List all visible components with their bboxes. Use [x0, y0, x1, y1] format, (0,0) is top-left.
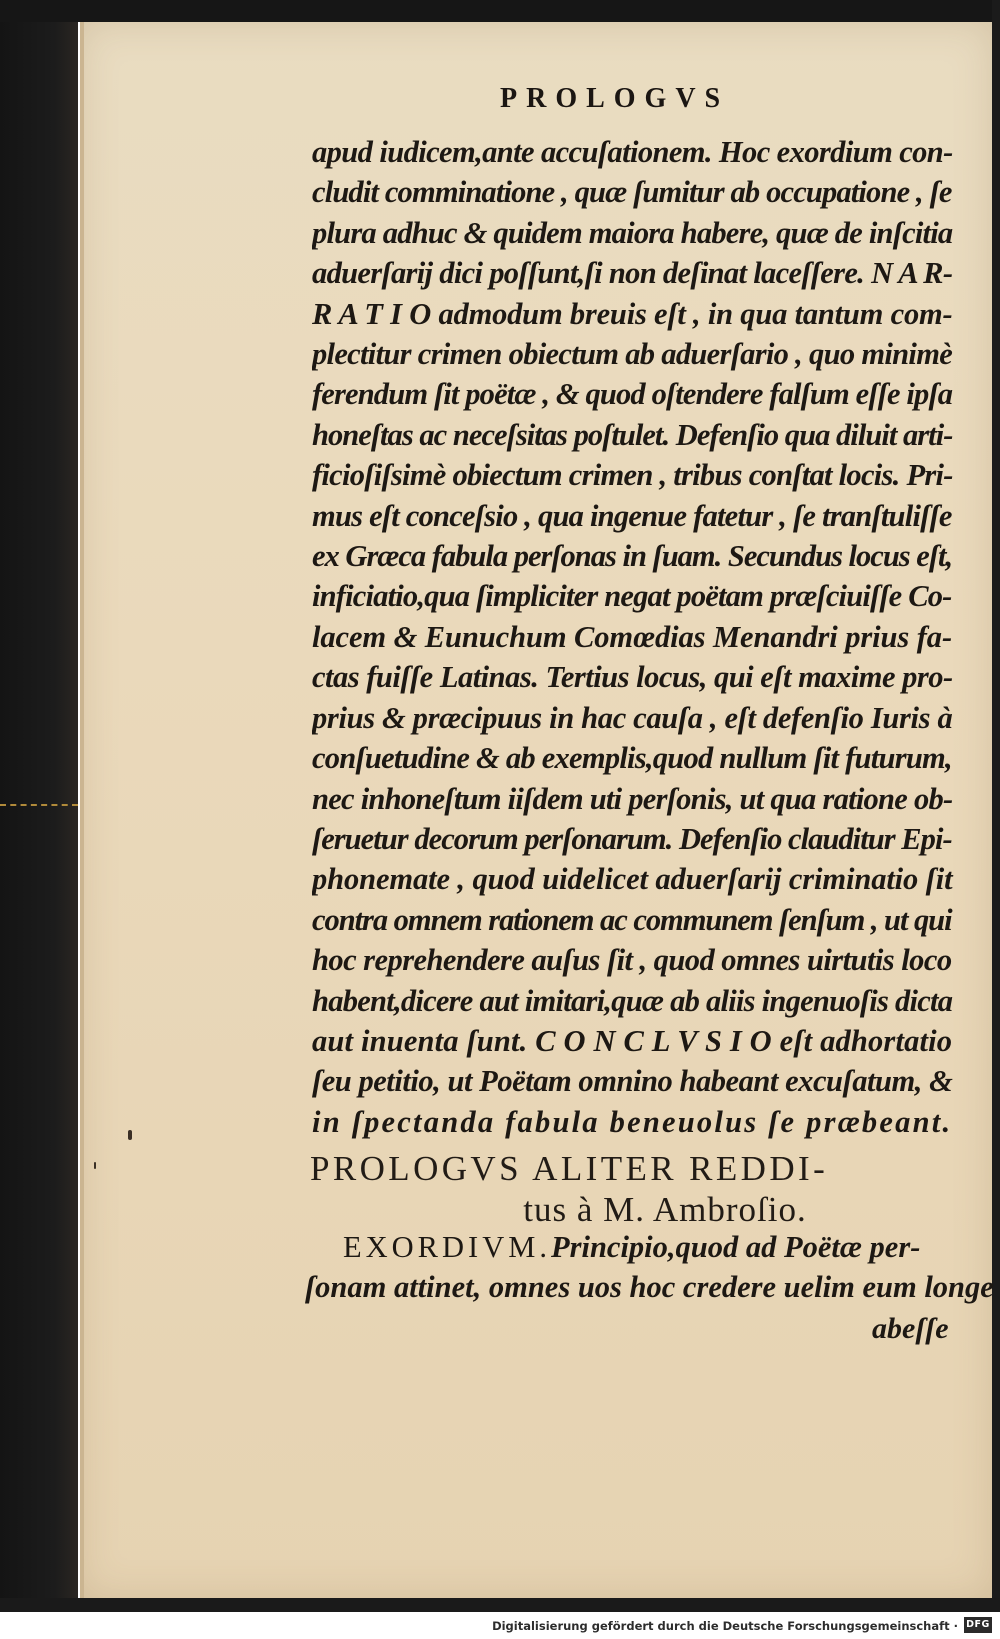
- text-line: R A T I O admodum breuis eſt , in qua tantum com-: [312, 296, 953, 331]
- exordium-label: EXORDIVM.: [343, 1230, 551, 1264]
- section-heading: [310, 1148, 1000, 1230]
- heading-line-1: PROLOGVS ALITER REDDI-: [310, 1149, 829, 1188]
- scan-top-border: [0, 0, 1000, 22]
- catchword: abeſſe: [872, 1312, 949, 1345]
- text-line: phonemate , quod uidelicet aduerſarij criminatio ſit: [312, 862, 953, 897]
- text-line: mus eſt conceſsio , qua ingenue fatetur , ſe tranſtuliſſe: [312, 498, 952, 533]
- text-line: inficiatio,qua ſimpliciter negat poëtam præſciuiſſe Co-: [312, 579, 952, 614]
- text-line: nec inhoneſtum iiſdem uti perſonis, ut qua ratione ob-: [312, 781, 953, 816]
- exordium-line-1: [305, 1227, 995, 1267]
- ink-speck: [94, 1162, 96, 1169]
- exordium-line-1-text: Principio,quod ad Poëtæ per-: [550, 1230, 921, 1264]
- text-line: plura adhuc & quidem maiora habere, quæ de inſcitia: [312, 215, 953, 250]
- text-line: apud iudicem,ante accuſationem. Hoc exordium con-: [312, 135, 953, 169]
- text-line: contra omnem rationem ac communem ſenſum , ut qui: [312, 902, 952, 937]
- scan-bottom-border: [0, 1598, 1000, 1612]
- text-line: honeſtas ac neceſsitas poſtulet. Defenſio qua diluit arti-: [312, 417, 953, 452]
- exordium-paragraph: [305, 1227, 995, 1307]
- exordium-line-2: ſonam attinet, omnes uos hoc credere uelim eum longe: [305, 1270, 994, 1304]
- fold-marker: [0, 804, 78, 806]
- text-line: aut inuenta ſunt. C O N C L V S I O eſt adhortatio: [312, 1023, 953, 1058]
- heading-line-2: tus à M. Ambroſio.: [523, 1190, 807, 1229]
- text-line: plectitur crimen obiectum ab aduerſario , quo minimè: [312, 337, 953, 372]
- running-head: PROLOGVS: [500, 83, 730, 114]
- text-line: prius & præcipuus in hac cauſa , eſt defenſio Iuris à: [312, 700, 953, 735]
- text-line: ſeu petitio, ut Poëtam omnino habeant excuſatum, &: [312, 1064, 953, 1099]
- text-line: ctas fuiſſe Latinas. Tertius locus, qui eſt maxime pro-: [312, 660, 953, 695]
- text-line: ficioſiſsimè obiectum crimen , tribus conſtat locis. Pri-: [312, 458, 953, 493]
- text-line: hoc reprehendere auſus ſit , quod omnes uirtutis loco: [312, 943, 952, 978]
- funding-note: Digitalisierung gefördert durch die Deutsche Forschungsgemeinschaft ·: [492, 1619, 958, 1633]
- dfg-logo: DFG: [964, 1617, 992, 1633]
- text-line: aduerſarij dici poſſunt,ſi non deſinat laceſſere. N A R-: [312, 256, 953, 291]
- text-line: ferendum ſit poëtæ , & quod oſtendere falſum eſſe ipſa: [312, 377, 953, 412]
- ink-speck: [128, 1130, 132, 1140]
- text-line: conſuetudine & ab exemplis,quod nullum ſit futurum,: [312, 741, 952, 776]
- text-line: ſeruetur decorum perſonarum. Defenſio clauditur Epi-: [312, 821, 952, 856]
- text-line: habent,dicere aut imitari,quæ ab aliis ingenuoſis dicta: [312, 983, 953, 1018]
- text-line: ex Græca fabula perſonas in ſuam. Secundus locus eſt,: [312, 539, 953, 574]
- page-edge: [80, 22, 84, 1598]
- text-line: cludit comminatione , quæ ſumitur ab occupatione , ſe: [312, 175, 952, 210]
- text-line: lacem & Eunuchum Comœdias Menandri prius fa-: [312, 619, 953, 654]
- text-line: in ſpectanda fabula beneuolus ſe præbeant.: [312, 1104, 953, 1139]
- commentary-text: [312, 132, 996, 1142]
